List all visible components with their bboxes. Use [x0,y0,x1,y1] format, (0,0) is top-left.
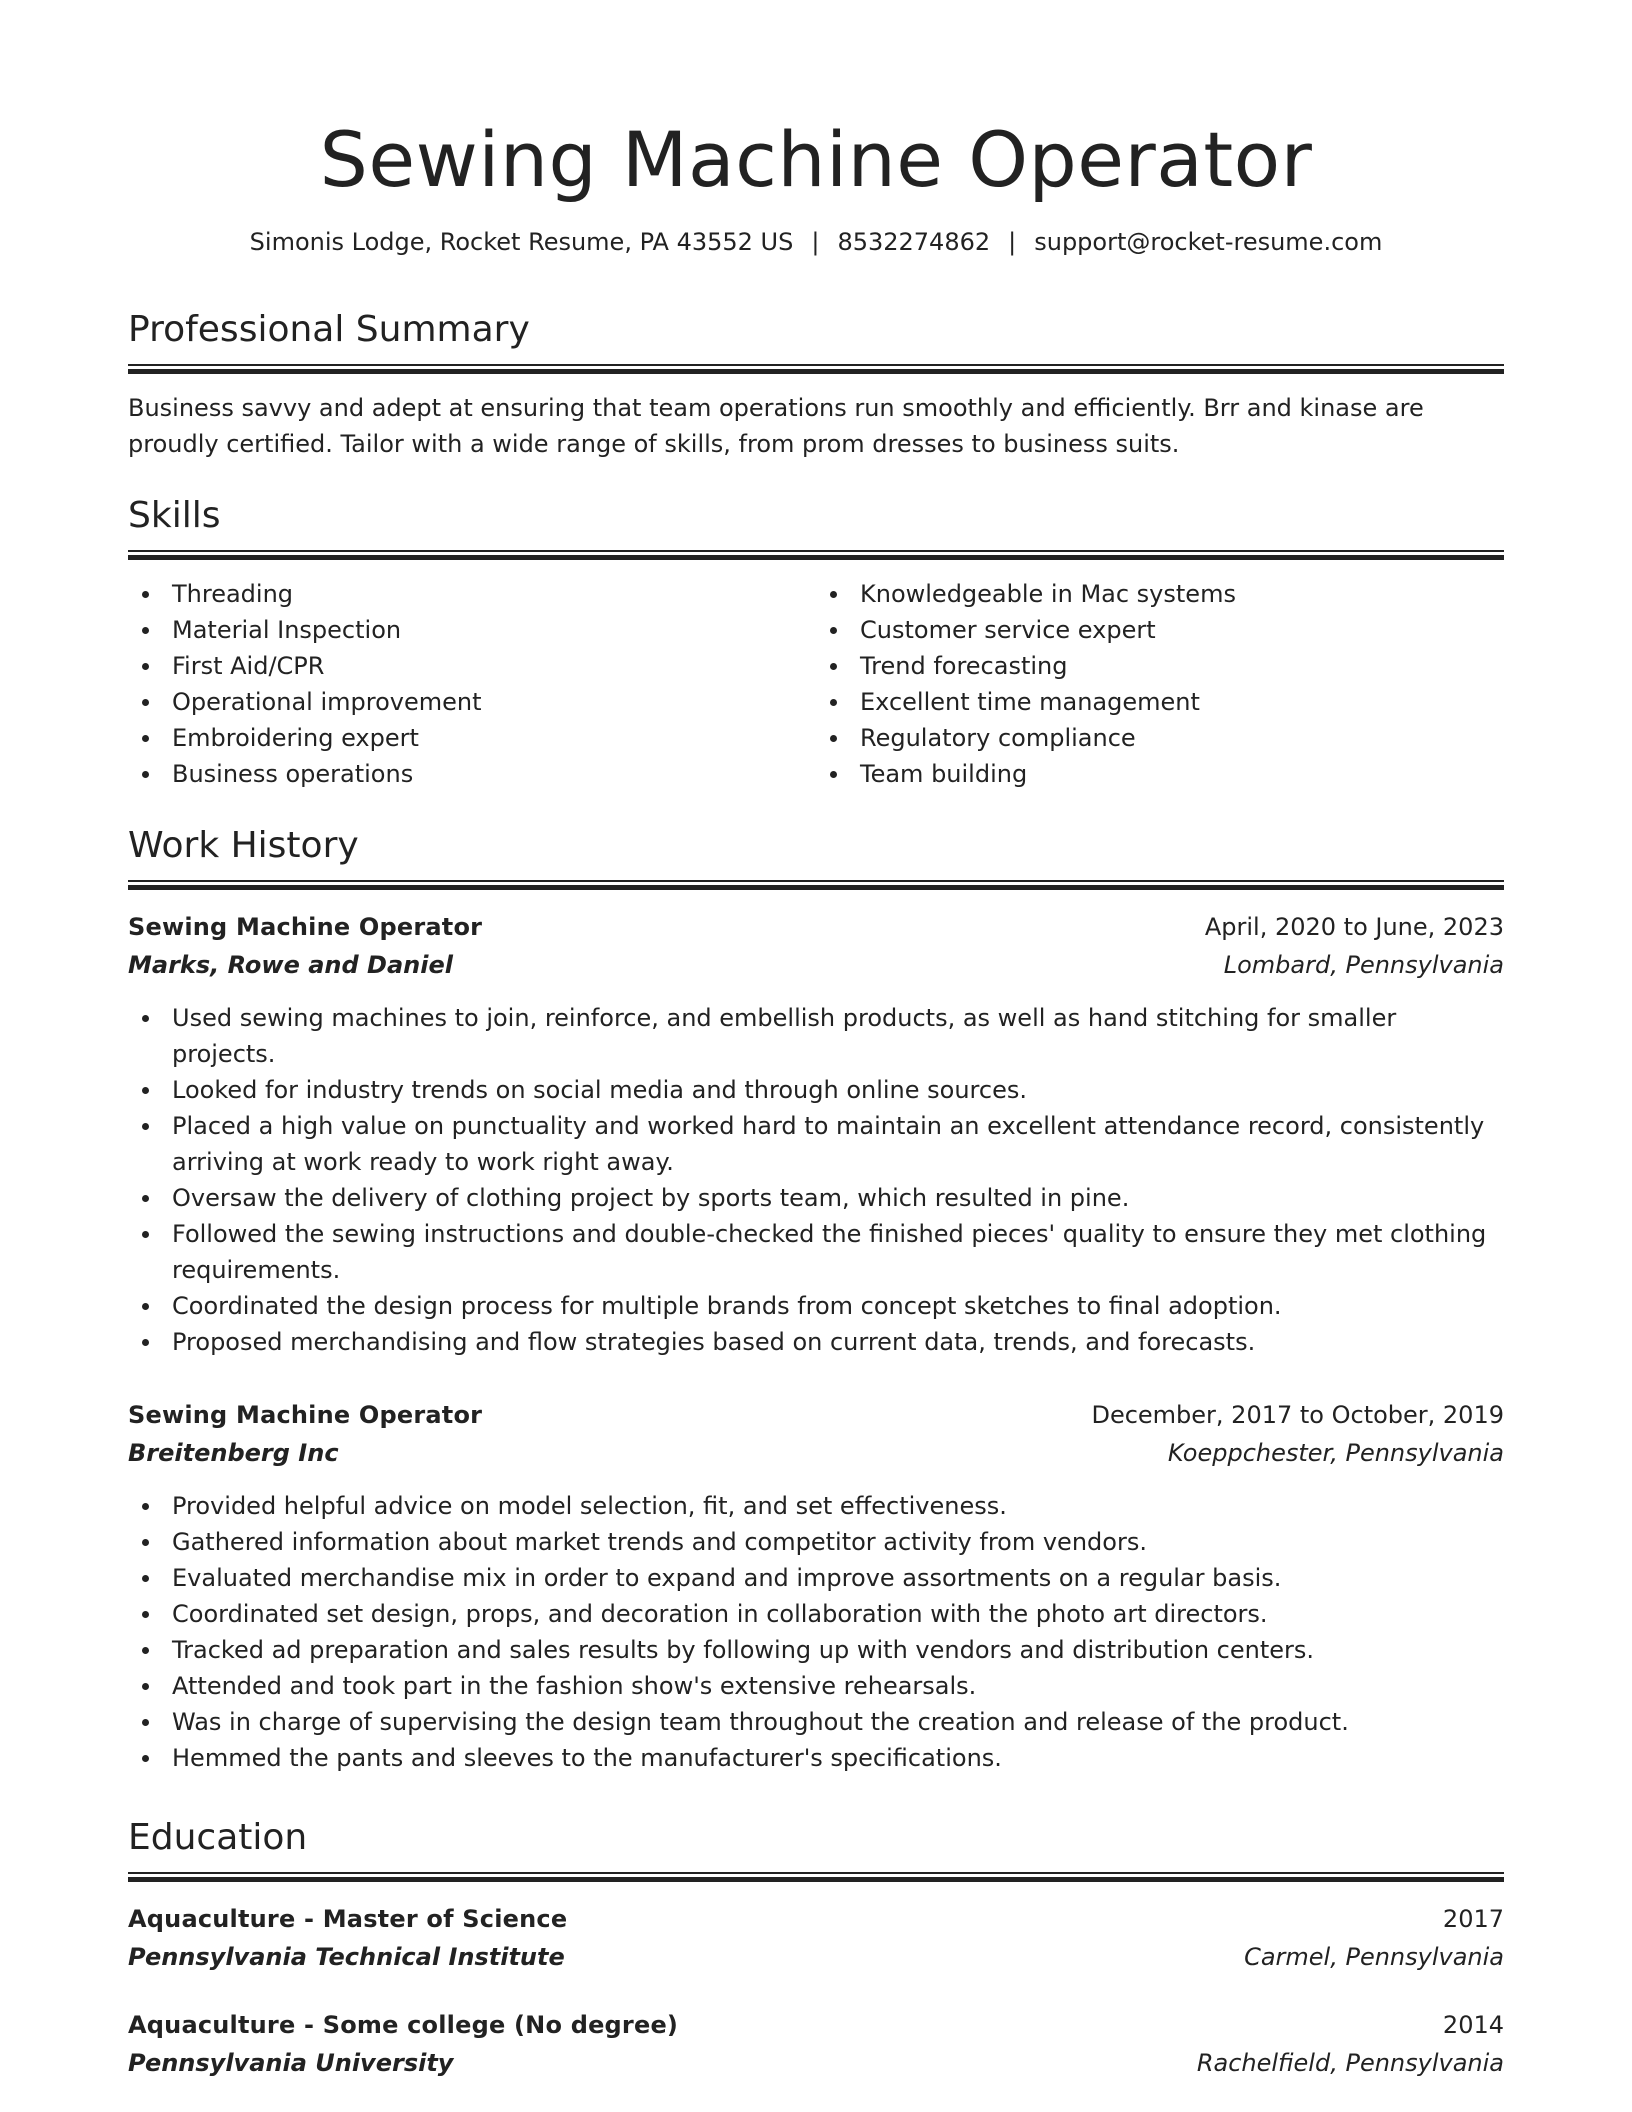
skill-item: Knowledgeable in Mac systems [816,576,1504,612]
section-divider [128,550,1504,560]
job-header-row [128,908,1504,946]
skill-item: Threading [128,576,816,612]
contact-phone: 8532274862 [837,227,991,256]
job-entry [128,908,1504,1360]
edu-header-row [128,2006,1504,2044]
edu-school-row [128,1938,1504,1976]
work-history-section [128,824,1504,1776]
contact-separator: | [811,227,820,256]
contact-address: Simonis Lodge, Rocket Resume, PA 43552 US [249,227,794,256]
edu-location: Rachelfield, Pennsylvania [1196,2048,1504,2077]
edu-school: Pennsylvania University [128,2048,454,2077]
section-title-skills: Skills [128,494,221,536]
edu-degree: Aquaculture - Master of Science [128,1904,568,1933]
section-divider [128,364,1504,374]
skill-item: Customer service expert [816,612,1504,648]
section-title-education: Education [128,1816,308,1858]
edu-school: Pennsylvania Technical Institute [128,1942,565,1971]
skill-item: Regulatory compliance [816,720,1504,756]
job-bullet: Looked for industry trends on social media and through online sources. [128,1072,1504,1108]
education-entry [128,1900,1504,1976]
job-bullet: Oversaw the delivery of clothing project by sports team, which resulted in pine. [128,1180,1504,1216]
skills-columns [128,576,1504,792]
contact-email: support@rocket-resume.com [1034,227,1383,256]
job-role: Sewing Machine Operator [128,1400,483,1429]
summary-text: Business savvy and adept at ensuring that team operations run smoothly and efficiently. Brr and kinase are proudly certified. Tailor with a wide range of skills, from prom dresses to business suits. [128,393,1424,458]
job-dates: April, 2020 to June, 2023 [1204,912,1504,941]
edu-school-row [128,2044,1504,2082]
education-section [128,1816,1504,2082]
edu-location: Carmel, Pennsylvania [1244,1942,1504,1971]
section-title-summary: Professional Summary [128,308,530,350]
job-company: Marks, Rowe and Daniel [128,950,453,979]
skill-item: Business operations [128,756,816,792]
job-bullet: Used sewing machines to join, reinforce, and embellish products, as well as hand stitching for smaller projects. [128,1000,1504,1072]
job-bullet: Tracked ad preparation and sales results by following up with vendors and distribution centers. [128,1632,1504,1668]
job-bullet: Was in charge of supervising the design team throughout the creation and release of the product. [128,1704,1504,1740]
job-location: Lombard, Pennsylvania [1223,950,1504,979]
job-bullet: Attended and took part in the fashion show's extensive rehearsals. [128,1668,1504,1704]
job-bullet: Provided helpful advice on model selection, fit, and set effectiveness. [128,1488,1504,1524]
job-dates: December, 2017 to October, 2019 [1091,1400,1504,1429]
skills-section [128,494,1504,792]
job-location: Koeppchester, Pennsylvania [1167,1438,1504,1467]
section-divider [128,880,1504,890]
edu-year: 2014 [1442,2010,1504,2039]
job-bullet: Coordinated set design, props, and decoration in collaboration with the photo art directors. [128,1596,1504,1632]
edu-year: 2017 [1442,1904,1504,1933]
edu-degree: Aquaculture - Some college (No degree) [128,2010,679,2039]
job-entry [128,1396,1504,1776]
job-bullet: Gathered information about market trends and competitor activity from vendors. [128,1524,1504,1560]
skills-list-left [128,576,816,792]
contact-line [128,226,1504,258]
job-bullet: Hemmed the pants and sleeves to the manufacturer's specifications. [128,1740,1504,1776]
skill-item: Material Inspection [128,612,816,648]
skill-item: Embroidering expert [128,720,816,756]
job-bullet: Evaluated merchandise mix in order to expand and improve assortments on a regular basis. [128,1560,1504,1596]
section-divider [128,1872,1504,1882]
skills-list-right [816,576,1504,792]
job-bullet: Coordinated the design process for multiple brands from concept sketches to final adoption. [128,1288,1504,1324]
skill-item: Trend forecasting [816,648,1504,684]
job-bullet: Placed a high value on punctuality and worked hard to maintain an excellent attendance record, consistently arriving at work ready to work right away. [128,1108,1504,1180]
edu-header-row [128,1900,1504,1938]
skill-item: Operational improvement [128,684,816,720]
section-title-work: Work History [128,824,359,866]
job-header-row [128,1396,1504,1434]
job-bullets [128,1488,1504,1776]
job-bullet: Followed the sewing instructions and double-checked the finished pieces' quality to ensure they met clothing requirements. [128,1216,1504,1288]
contact-separator: | [1008,227,1017,256]
skill-item: Team building [816,756,1504,792]
job-company-row [128,946,1504,984]
skill-item: Excellent time management [816,684,1504,720]
job-company-row [128,1434,1504,1472]
job-company: Breitenberg Inc [128,1438,339,1467]
education-entry [128,2006,1504,2082]
resume-name: Sewing Machine Operator [319,115,1313,204]
job-bullets [128,1000,1504,1360]
summary-section [128,308,1504,462]
job-role: Sewing Machine Operator [128,912,483,941]
job-bullet: Proposed merchandising and flow strategies based on current data, trends, and forecasts. [128,1324,1504,1360]
skill-item: First Aid/CPR [128,648,816,684]
